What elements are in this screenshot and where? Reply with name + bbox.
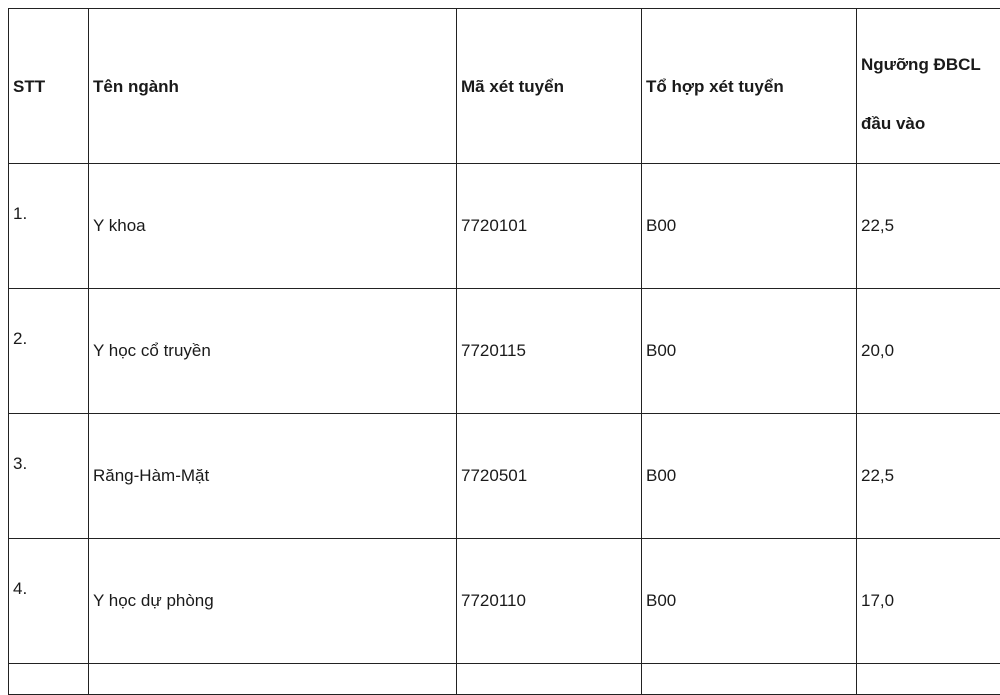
cell-empty — [857, 664, 1000, 695]
table-row-partial — [9, 664, 1000, 695]
table-row — [9, 539, 1000, 664]
row-stt: 3. — [13, 454, 27, 474]
cell-code — [457, 539, 642, 664]
row-name: Y học cổ truyền — [93, 341, 211, 361]
header-threshold — [861, 35, 981, 153]
cell-combo — [642, 164, 857, 289]
header-threshold-line2: đầu vào — [861, 94, 981, 153]
table-row — [9, 164, 1000, 289]
cell-stt — [9, 414, 89, 539]
header-code: Mã xét tuyển — [461, 77, 564, 97]
cell-name — [89, 164, 457, 289]
row-threshold: 22,5 — [861, 216, 894, 236]
row-code: 7720115 — [461, 341, 526, 361]
cell-combo — [642, 539, 857, 664]
cell-empty — [457, 664, 642, 695]
row-combo: B00 — [646, 466, 676, 486]
cell-code — [457, 414, 642, 539]
cell-code — [457, 289, 642, 414]
cell-name — [89, 289, 457, 414]
admission-table — [8, 8, 1000, 695]
row-code: 7720501 — [461, 466, 527, 486]
cell-empty — [642, 664, 857, 695]
row-code: 7720110 — [461, 591, 526, 611]
header-cell-combo — [642, 9, 857, 164]
row-name: Răng-Hàm-Mặt — [93, 466, 209, 486]
cell-name — [89, 414, 457, 539]
row-combo: B00 — [646, 591, 676, 611]
row-code: 7720101 — [461, 216, 527, 236]
header-stt: STT — [13, 77, 45, 97]
header-combo: Tổ hợp xét tuyển — [646, 77, 784, 97]
cell-empty — [9, 664, 89, 695]
row-threshold: 20,0 — [861, 341, 894, 361]
header-name: Tên ngành — [93, 77, 179, 97]
row-stt: 1. — [13, 204, 27, 224]
table-row — [9, 289, 1000, 414]
cell-threshold — [857, 164, 1000, 289]
row-stt: 4. — [13, 579, 27, 599]
row-combo: B00 — [646, 341, 676, 361]
header-threshold-line1: Ngưỡng ĐBCL — [861, 35, 981, 94]
cell-threshold — [857, 289, 1000, 414]
cell-name — [89, 539, 457, 664]
cell-combo — [642, 414, 857, 539]
cell-threshold — [857, 414, 1000, 539]
row-threshold: 22,5 — [861, 466, 894, 486]
cell-code — [457, 164, 642, 289]
table-row — [9, 414, 1000, 539]
header-cell-threshold — [857, 9, 1000, 164]
header-cell-name — [89, 9, 457, 164]
row-name: Y khoa — [93, 216, 146, 236]
row-threshold: 17,0 — [861, 591, 894, 611]
row-stt: 2. — [13, 329, 27, 349]
cell-stt — [9, 539, 89, 664]
cell-stt — [9, 164, 89, 289]
row-combo: B00 — [646, 216, 676, 236]
header-cell-stt — [9, 9, 89, 164]
table-header-row — [9, 9, 1000, 164]
cell-empty — [89, 664, 457, 695]
cell-stt — [9, 289, 89, 414]
cell-threshold — [857, 539, 1000, 664]
cell-combo — [642, 289, 857, 414]
row-name: Y học dự phòng — [93, 591, 214, 611]
header-cell-code — [457, 9, 642, 164]
